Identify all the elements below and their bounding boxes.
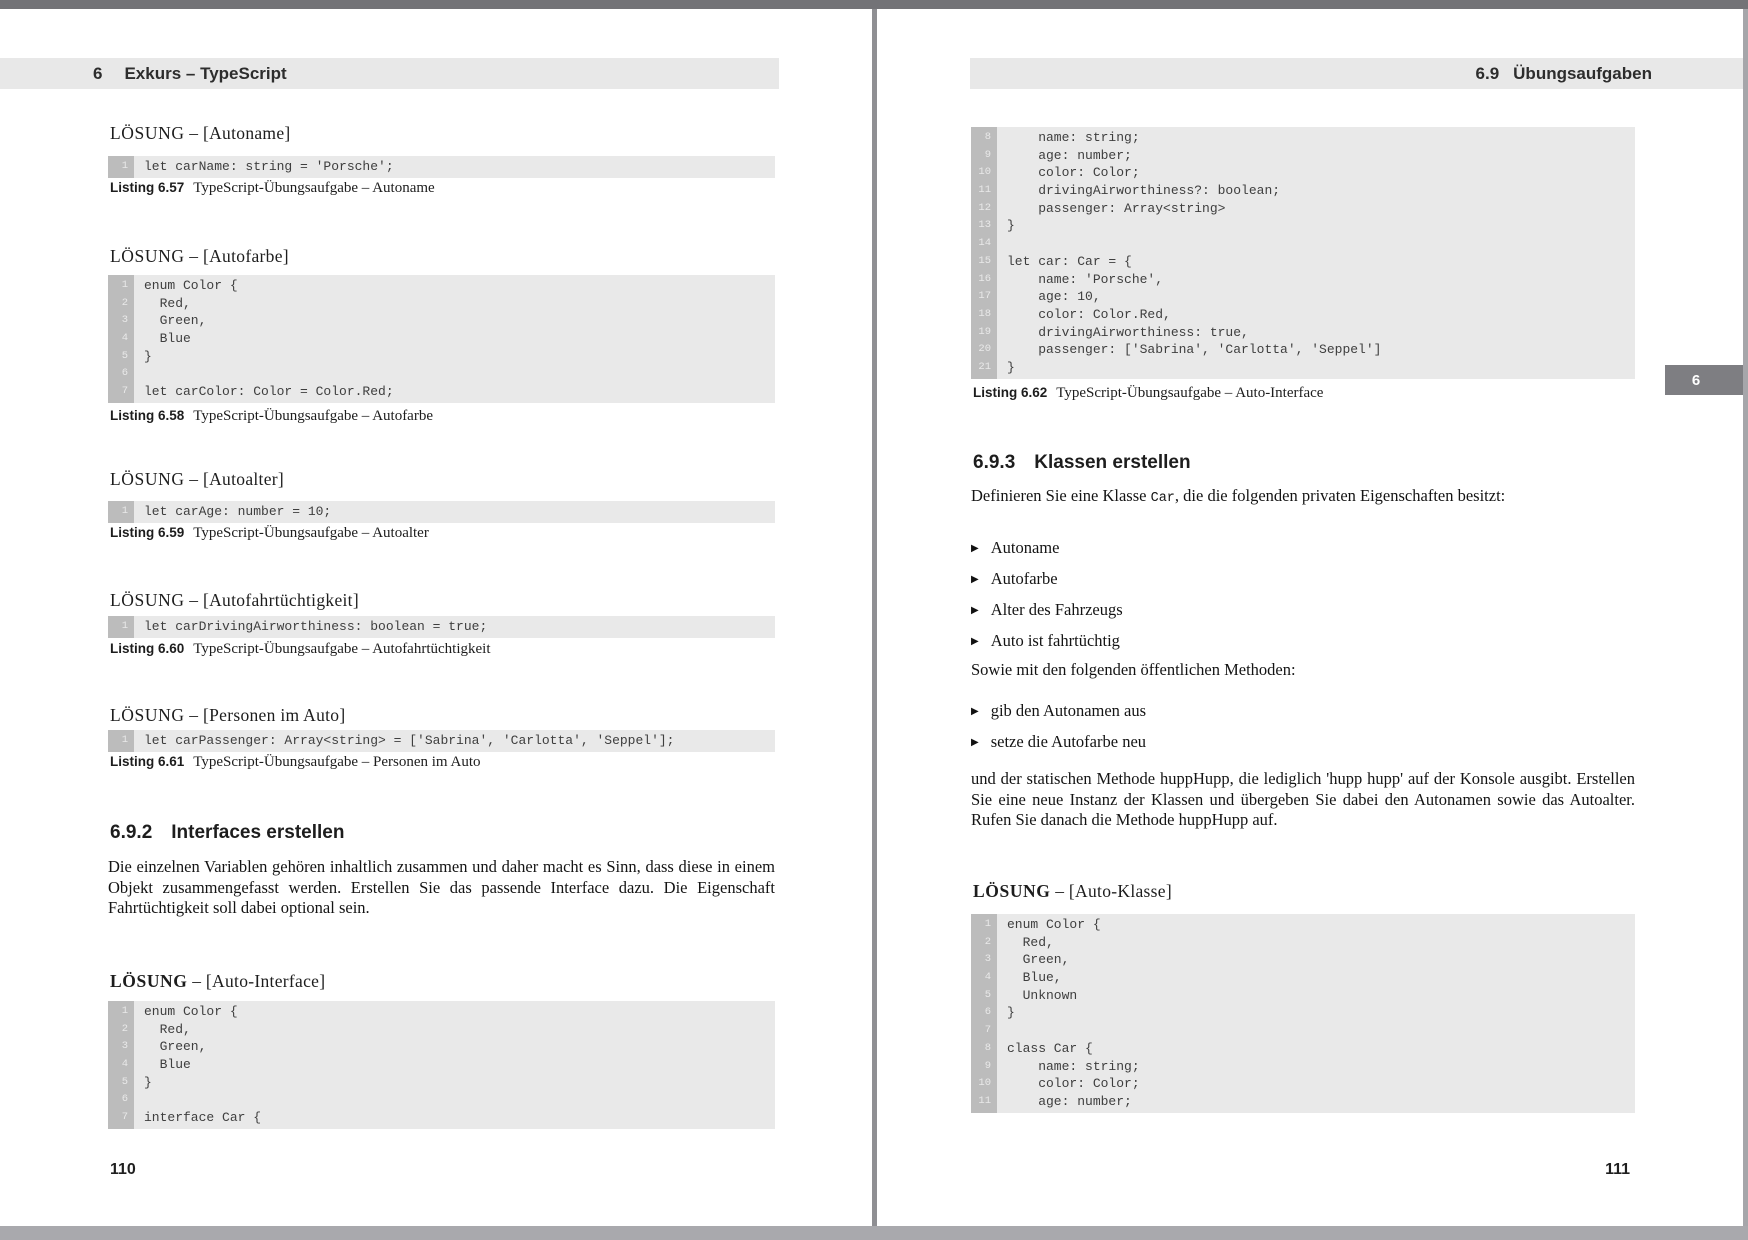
caption-text: TypeScript-Übungsaufgabe – Personen im Auto	[193, 754, 481, 770]
code-text: Blue	[144, 331, 191, 347]
code-line	[971, 147, 1635, 165]
code-line	[971, 129, 1635, 147]
line-number: 2	[121, 296, 128, 309]
code-line	[108, 1003, 775, 1021]
code-text	[134, 365, 775, 383]
solution-label: LÖSUNG	[110, 971, 188, 991]
line-number: 6	[121, 1093, 128, 1106]
solution-topic: – [Auto-Interface]	[192, 971, 326, 991]
code-line	[971, 235, 1635, 253]
solution-label: LÖSUNG	[110, 590, 185, 610]
caption-text: TypeScript-Übungsaufgabe – Autoalter	[193, 525, 429, 541]
code-text: Green,	[144, 1039, 207, 1055]
code-line	[971, 288, 1635, 306]
line-number: 5	[984, 988, 991, 1001]
code-listing-autoalter	[108, 501, 775, 523]
code-text: enum Color {	[144, 278, 238, 293]
code-text: let carName: string = 'Porsche';	[144, 159, 394, 174]
code-line	[108, 1056, 775, 1074]
code-listing-auto-klasse	[971, 914, 1635, 1113]
line-number: 5	[121, 349, 128, 362]
code-line	[971, 271, 1635, 289]
bullet-triangle-icon: ▶	[971, 706, 979, 717]
section-heading-693	[973, 452, 1191, 474]
bullet-triangle-icon: ▶	[971, 574, 979, 585]
intro-text-after: , die die folgenden privaten Eigenschaften besitzt:	[1174, 486, 1506, 505]
code-line	[108, 732, 775, 750]
code-line	[971, 916, 1635, 934]
caption-text: TypeScript-Übungsaufgabe – Autoname	[193, 180, 435, 196]
code-line	[971, 217, 1635, 235]
line-number: 9	[984, 1059, 991, 1072]
code-line	[108, 383, 775, 401]
solution-topic: – [Autofarbe]	[189, 246, 289, 266]
line-number: 1	[121, 734, 128, 746]
solution-topic: – [Autofahrtüchtigkeit]	[189, 590, 359, 610]
line-number: 17	[978, 290, 991, 303]
code-line	[971, 306, 1635, 324]
solution-label: LÖSUNG	[110, 705, 185, 725]
code-text: drivingAirworthiness?: boolean;	[1007, 183, 1281, 199]
code-text: Blue	[144, 1057, 191, 1073]
running-header-left	[0, 58, 779, 89]
line-number: 8	[984, 131, 991, 143]
section-heading-692	[110, 822, 344, 844]
solution-heading-autofahrtuechtigkeit	[110, 590, 359, 611]
line-number: 4	[984, 971, 991, 984]
caption-label: Listing 6.59	[110, 525, 185, 540]
code-line	[971, 969, 1635, 987]
top-border-bar	[0, 0, 1748, 9]
bottom-border-bar	[0, 1226, 1748, 1240]
bullet-text: Autoname	[990, 538, 1060, 557]
solution-label: LÖSUNG	[110, 246, 185, 266]
caption-label: Listing 6.62	[973, 385, 1048, 400]
bullet-text: Autofarbe	[990, 569, 1058, 588]
bullet-triangle-icon: ▶	[971, 636, 979, 647]
bullet-item	[971, 630, 1123, 652]
line-number: 11	[978, 1094, 991, 1107]
bullet-item	[971, 568, 1123, 590]
bullet-triangle-icon: ▶	[971, 543, 979, 554]
line-number: 4	[121, 1058, 128, 1071]
code-line	[971, 1004, 1635, 1022]
code-text: drivingAirworthiness: true,	[1007, 324, 1249, 340]
code-line	[971, 164, 1635, 182]
code-text: Blue,	[1007, 970, 1062, 986]
caption-text: TypeScript-Übungsaufgabe – Autofahrtüchtigkeit	[193, 641, 491, 657]
code-text	[997, 235, 1635, 253]
solution-heading-auto-klasse	[973, 881, 1172, 902]
line-number: 9	[984, 148, 991, 161]
code-line	[971, 1093, 1635, 1111]
code-text: }	[144, 1074, 152, 1090]
code-text: name: 'Porsche',	[1007, 271, 1164, 287]
code-line	[108, 1074, 775, 1092]
code-line	[108, 348, 775, 366]
code-line	[971, 182, 1635, 200]
code-line	[108, 1021, 775, 1039]
line-number: 19	[978, 325, 991, 338]
code-line	[971, 1022, 1635, 1040]
line-number: 6	[984, 1006, 991, 1019]
code-line	[108, 1038, 775, 1056]
bullet-text: Auto ist fahrtüchtig	[990, 631, 1120, 650]
code-text: Green,	[1007, 952, 1070, 968]
code-line	[971, 253, 1635, 271]
solution-label: LÖSUNG	[973, 881, 1051, 901]
line-number: 10	[978, 166, 991, 179]
code-text: let carDrivingAirworthiness: boolean = true;	[144, 619, 488, 634]
body-paragraph-interfaces: Die einzelnen Variablen gehören inhaltlich zusammen und daher macht es Sinn, dass diese in einem Objekt zusammengefasst werden. Erstellen Sie das passende Interface dazu. Die Eigenschaft Fahrtüchtigkeit soll dabei optional sein.	[108, 857, 775, 918]
solution-heading-auto-interface	[110, 971, 325, 992]
bullet-triangle-icon: ▶	[971, 605, 979, 616]
code-text: Red,	[1007, 934, 1054, 950]
code-text: color: Color.Red,	[1007, 306, 1171, 322]
code-text: color: Color;	[1007, 1076, 1140, 1092]
code-listing-autoname	[108, 156, 775, 178]
solution-heading-autofarbe	[110, 246, 289, 267]
running-header-section-title: Übungsaufgaben	[1513, 63, 1652, 83]
code-text: }	[1007, 1005, 1015, 1021]
caption-label: Listing 6.58	[110, 408, 185, 423]
line-number: 7	[121, 385, 128, 398]
code-line	[108, 365, 775, 383]
code-line	[971, 359, 1635, 377]
solution-heading-personen-im-auto	[110, 705, 345, 726]
code-line	[971, 1075, 1635, 1093]
page-number-right: 111	[1605, 1161, 1630, 1178]
caption-label: Listing 6.57	[110, 180, 185, 195]
code-text: Unknown	[1007, 987, 1078, 1003]
solution-heading-autoname	[110, 123, 291, 144]
line-number: 11	[978, 184, 991, 197]
line-number: 1	[121, 505, 128, 517]
code-text: age: number;	[1007, 147, 1132, 163]
code-text	[134, 1091, 775, 1109]
body-paragraph-static-method: und der statischen Methode huppHupp, die lediglich 'hupp hupp' auf der Konsole ausgibt. Erstellen Sie eine neue Instanz der Klassen und übergeben Sie dabei den Autonamen sowie das Autoalter. Rufen Sie danach die Methode huppHupp auf.	[971, 769, 1635, 830]
code-listing-autofarbe	[108, 275, 775, 403]
bullet-list-properties	[971, 537, 1123, 661]
line-number: 6	[121, 367, 128, 380]
line-number: 1	[121, 620, 128, 632]
caption-label: Listing 6.60	[110, 641, 185, 656]
code-text: passenger: Array<string>	[1007, 200, 1226, 216]
caption-label: Listing 6.61	[110, 754, 185, 769]
line-number: 2	[121, 1022, 128, 1035]
section-number: 6.9.3	[973, 452, 1016, 473]
line-number: 1	[121, 160, 128, 172]
running-header-chapter-title: Exkurs – TypeScript	[124, 63, 287, 83]
line-number: 3	[121, 1040, 128, 1053]
intro-text-before: Definieren Sie eine Klasse	[971, 486, 1151, 505]
code-text: name: string;	[1007, 130, 1140, 145]
caption-text: TypeScript-Übungsaufgabe – Autofarbe	[193, 408, 433, 424]
code-line	[108, 618, 775, 636]
inline-code-car: Car	[1150, 491, 1175, 506]
page-right	[877, 9, 1743, 1226]
line-number: 8	[984, 1041, 991, 1054]
body-paragraph-methods: Sowie mit den folgenden öffentlichen Methoden:	[971, 660, 1296, 679]
code-line	[108, 312, 775, 330]
listing-caption-658	[110, 408, 433, 425]
listing-caption-662	[973, 385, 1323, 402]
code-line	[971, 200, 1635, 218]
code-text: let carAge: number = 10;	[144, 504, 332, 519]
solution-label: LÖSUNG	[110, 469, 185, 489]
code-text: class Car {	[1007, 1040, 1093, 1056]
page-edge-shadow	[1743, 9, 1748, 1226]
listing-caption-660	[110, 641, 491, 658]
code-text: Red,	[144, 295, 191, 311]
body-paragraph-klasse-intro	[971, 486, 1651, 510]
caption-text: TypeScript-Übungsaufgabe – Auto-Interface	[1056, 385, 1324, 401]
line-number: 18	[978, 307, 991, 320]
running-header-right	[970, 58, 1743, 89]
code-text: enum Color {	[144, 1004, 238, 1019]
line-number: 20	[978, 343, 991, 356]
solution-label: LÖSUNG	[110, 123, 185, 143]
solution-heading-autoalter	[110, 469, 284, 490]
bullet-list-methods	[971, 700, 1146, 762]
line-number: 1	[121, 279, 128, 291]
code-listing-auto-interface	[108, 1001, 775, 1129]
chapter-thumb-tab: 6	[1665, 365, 1743, 395]
page-left	[0, 9, 872, 1226]
section-number: 6.9.2	[110, 822, 153, 843]
bullet-text: Alter des Fahrzeugs	[990, 600, 1123, 619]
line-number: 7	[121, 1111, 128, 1124]
code-text: age: 10,	[1007, 289, 1101, 305]
code-text: name: string;	[1007, 1058, 1140, 1074]
code-text: }	[144, 348, 152, 364]
bullet-item	[971, 700, 1146, 722]
code-line	[108, 158, 775, 176]
solution-topic: – [Auto-Klasse]	[1055, 881, 1172, 901]
code-text: color: Color;	[1007, 165, 1140, 181]
code-text: age: number;	[1007, 1093, 1132, 1109]
code-line	[971, 341, 1635, 359]
code-text: let carPassenger: Array<string> = ['Sabrina', 'Carlotta', 'Seppel'];	[144, 733, 675, 748]
solution-topic: – [Autoname]	[189, 123, 291, 143]
bullet-text: gib den Autonamen aus	[990, 701, 1147, 720]
line-number: 1	[984, 918, 991, 930]
code-line	[971, 1058, 1635, 1076]
code-line	[971, 1040, 1635, 1058]
line-number: 2	[984, 935, 991, 948]
section-title: Klassen erstellen	[1034, 452, 1191, 473]
code-line	[108, 1109, 775, 1127]
line-number: 3	[984, 953, 991, 966]
code-listing-auto-interface-continued	[971, 127, 1635, 379]
code-text: }	[1007, 359, 1015, 375]
code-line	[971, 934, 1635, 952]
code-line	[108, 295, 775, 313]
listing-caption-657	[110, 180, 435, 197]
running-header-section-number: 6.9	[1475, 63, 1500, 83]
code-text	[997, 1022, 1635, 1040]
page-number-left: 110	[110, 1161, 136, 1178]
listing-caption-659	[110, 525, 429, 542]
code-text: Green,	[144, 313, 207, 329]
code-text: Red,	[144, 1021, 191, 1037]
bullet-text: setze die Autofarbe neu	[990, 732, 1147, 751]
bullet-item	[971, 731, 1146, 753]
line-number: 14	[978, 237, 991, 250]
code-text: interface Car {	[144, 1110, 262, 1126]
code-listing-personen-im-auto	[108, 730, 775, 752]
line-number: 21	[978, 360, 991, 373]
line-number: 4	[121, 332, 128, 345]
solution-topic: – [Autoalter]	[189, 469, 285, 489]
code-line	[971, 987, 1635, 1005]
code-line	[108, 1091, 775, 1109]
line-number: 5	[121, 1075, 128, 1088]
code-text: passenger: ['Sabrina', 'Carlotta', 'Seppel']	[1007, 342, 1382, 358]
code-text: }	[1007, 218, 1015, 234]
line-number: 12	[978, 201, 991, 214]
code-line	[971, 324, 1635, 342]
line-number: 16	[978, 272, 991, 285]
bullet-item	[971, 537, 1123, 559]
running-header-chapter-number: 6	[93, 63, 103, 83]
line-number: 10	[978, 1077, 991, 1090]
listing-caption-661	[110, 754, 481, 771]
solution-topic: – [Personen im Auto]	[189, 705, 346, 725]
line-number: 15	[978, 254, 991, 267]
code-text: enum Color {	[1007, 917, 1101, 932]
line-number: 13	[978, 219, 991, 232]
code-text: let carColor: Color = Color.Red;	[144, 384, 394, 400]
line-number: 7	[984, 1024, 991, 1037]
code-text: let car: Car = {	[1007, 253, 1132, 269]
bullet-item	[971, 599, 1123, 621]
code-line	[971, 951, 1635, 969]
line-number: 1	[121, 1005, 128, 1017]
bullet-triangle-icon: ▶	[971, 737, 979, 748]
code-line	[108, 277, 775, 295]
line-number: 3	[121, 314, 128, 327]
code-line	[108, 503, 775, 521]
code-listing-autofahrtuechtigkeit	[108, 616, 775, 638]
code-line	[108, 330, 775, 348]
section-title: Interfaces erstellen	[171, 822, 345, 843]
